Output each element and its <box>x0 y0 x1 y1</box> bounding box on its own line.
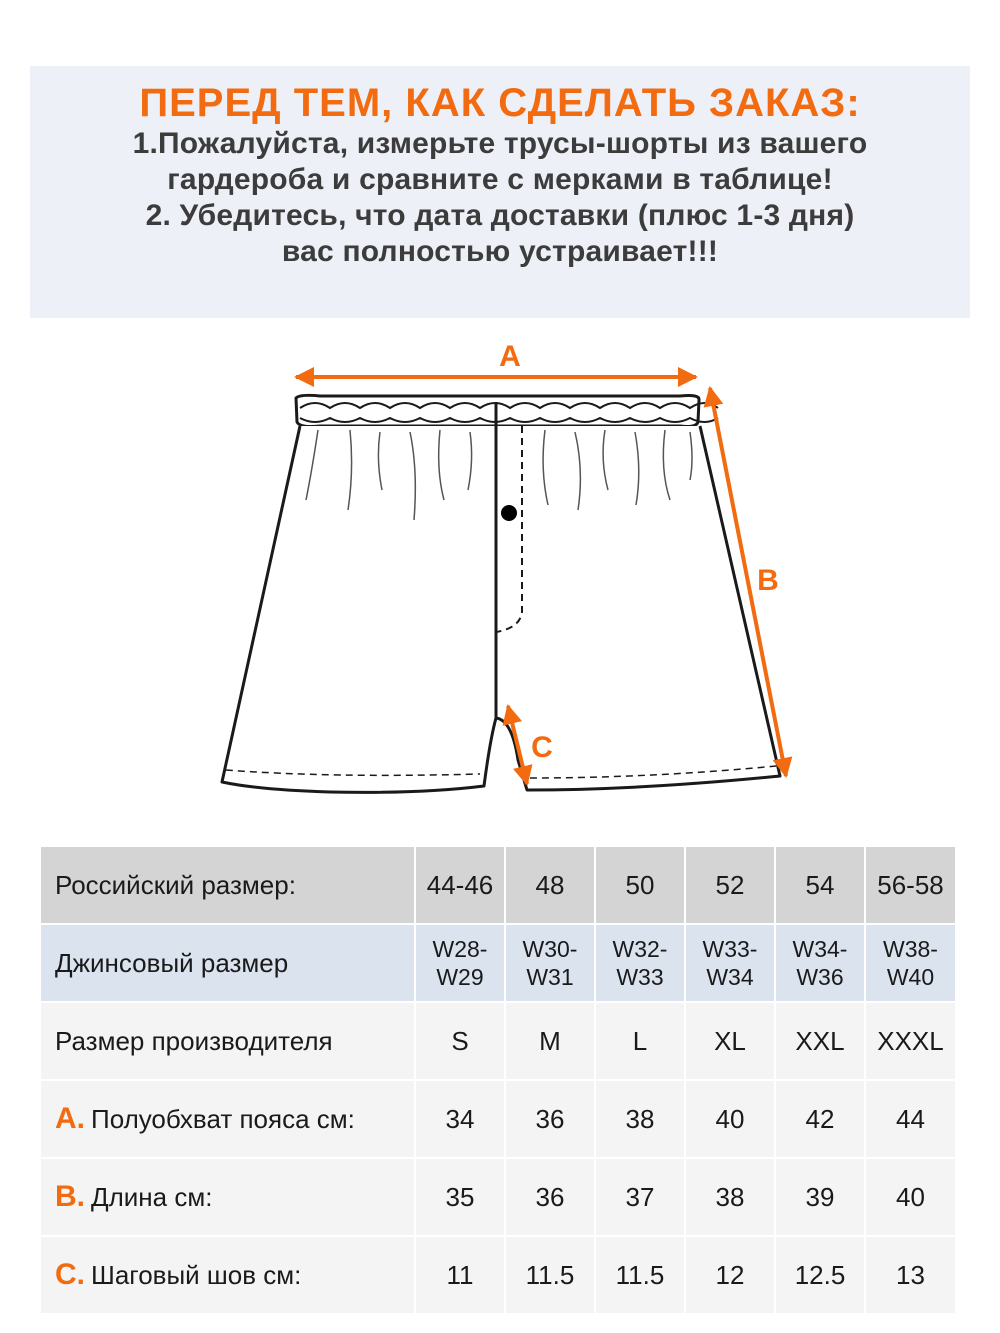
table-cell: 11 <box>415 1236 505 1314</box>
row-label <box>41 847 415 924</box>
row-label-text: Шаговый шов см: <box>91 1260 302 1290</box>
table-cell: W32- W33 <box>595 924 685 1002</box>
row-label-text: Размер производителя <box>55 1025 333 1056</box>
row-label <box>41 1158 415 1236</box>
measure-letter: C. <box>55 1258 85 1291</box>
table-cell: XXL <box>775 1002 865 1080</box>
table-cell: 38 <box>685 1158 775 1236</box>
table-cell: 12.5 <box>775 1236 865 1314</box>
instructions-banner <box>30 66 970 318</box>
table-cell: 44-46 <box>415 847 505 924</box>
table-cell: 42 <box>775 1080 865 1158</box>
table-cell: 54 <box>775 847 865 924</box>
shorts-outline-icon <box>222 395 780 792</box>
table-cell: 50 <box>595 847 685 924</box>
banner-line: гардероба и сравните с мерками в таблице! <box>167 163 833 196</box>
button-icon <box>501 505 517 521</box>
table-cell: W30- W31 <box>505 924 595 1002</box>
table-cell: S <box>415 1002 505 1080</box>
table-cell: XXXL <box>865 1002 956 1080</box>
measure-letter: A. <box>55 1102 85 1135</box>
table-cell: 38 <box>595 1080 685 1158</box>
banner-line: 1.Пожалуйста, измерьте трусы-шорты из вашего <box>132 127 868 160</box>
row-label <box>41 1236 415 1314</box>
table-cell: 34 <box>415 1080 505 1158</box>
table-cell: 36 <box>505 1158 595 1236</box>
banner-title: ПЕРЕД ТЕМ, КАК СДЕЛАТЬ ЗАКАЗ: <box>139 81 861 125</box>
table-cell: 11.5 <box>595 1236 685 1314</box>
row-label-text: Полуобхват пояса см: <box>91 1104 355 1134</box>
table-cell: 40 <box>685 1080 775 1158</box>
table-cell: 13 <box>865 1236 956 1314</box>
table-cell: 52 <box>685 847 775 924</box>
table-cell: L <box>595 1002 685 1080</box>
table-cell: 39 <box>775 1158 865 1236</box>
row-label-text: Джинсовый размер <box>55 947 289 978</box>
boxer-shorts-diagram <box>0 325 1000 825</box>
table-cell: W34- W36 <box>775 924 865 1002</box>
table-row <box>41 1080 956 1158</box>
table-cell: 11.5 <box>505 1236 595 1314</box>
table-cell: 44 <box>865 1080 956 1158</box>
table-cell: 48 <box>505 847 595 924</box>
table-cell: 36 <box>505 1080 595 1158</box>
row-label <box>41 1002 415 1080</box>
table-cell: 37 <box>595 1158 685 1236</box>
banner-line: вас полностью устраивает!!! <box>281 235 719 268</box>
table-cell: W33- W34 <box>685 924 775 1002</box>
row-label <box>41 924 415 1002</box>
row-label-text: Длина см: <box>91 1182 213 1212</box>
table-cell: W38- W40 <box>865 924 956 1002</box>
table-row <box>41 847 956 924</box>
measure-letter: B. <box>55 1180 85 1213</box>
size-table <box>41 847 956 1315</box>
table-row <box>41 1002 956 1080</box>
table-row <box>41 1158 956 1236</box>
table-cell: 40 <box>865 1158 956 1236</box>
row-label-text: Российский размер: <box>55 869 296 900</box>
label-c: C <box>531 731 553 764</box>
table-cell: W28- W29 <box>415 924 505 1002</box>
table-row <box>41 924 956 1002</box>
label-a: A <box>499 340 521 373</box>
table-cell: XL <box>685 1002 775 1080</box>
table-cell: 35 <box>415 1158 505 1236</box>
table-row <box>41 1236 956 1314</box>
label-b: B <box>757 564 779 597</box>
table-cell: M <box>505 1002 595 1080</box>
banner-line: 2. Убедитесь, что дата доставки (плюс 1-3 дня) <box>145 199 855 232</box>
row-label <box>41 1080 415 1158</box>
table-cell: 56-58 <box>865 847 956 924</box>
table-cell: 12 <box>685 1236 775 1314</box>
